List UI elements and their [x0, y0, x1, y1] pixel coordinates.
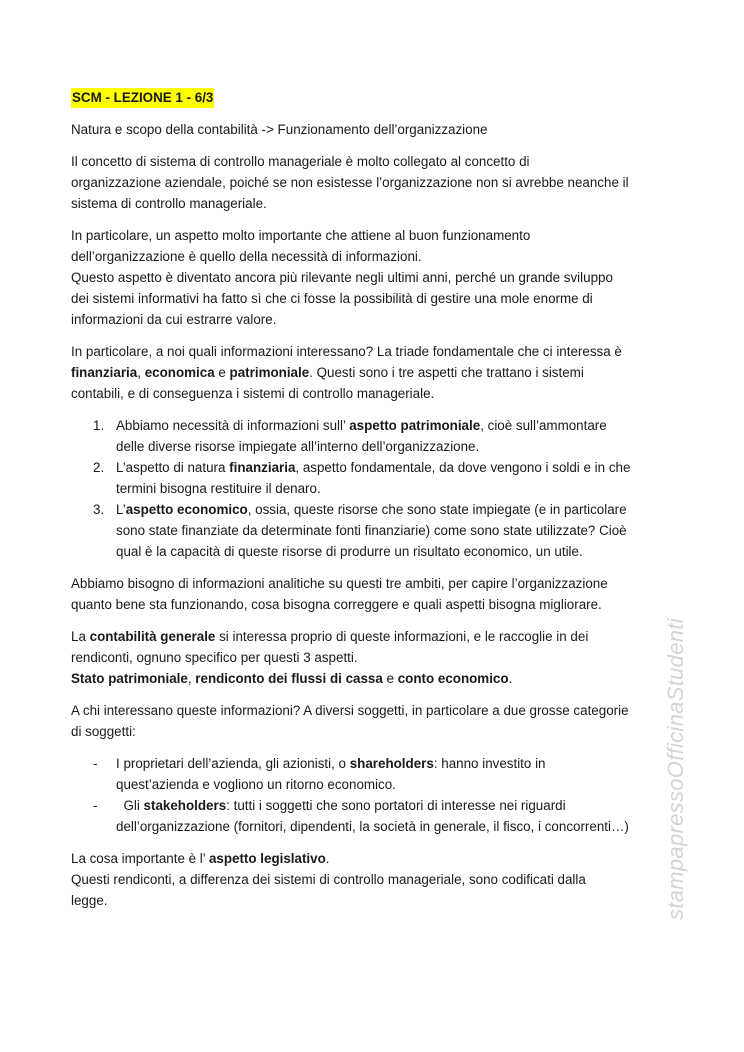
text: . — [325, 851, 330, 866]
text: I proprietari dell’azienda, gli azionisti, o — [116, 756, 350, 771]
text: . Questi sono i tre aspetti che trattano i sistemi — [309, 365, 584, 380]
text: La cosa importante è l’ — [71, 851, 209, 866]
text: , aspetto fondamentale, da dove vengono i soldi e in che — [295, 460, 631, 475]
text: Gli — [116, 798, 144, 813]
bold-text: stakeholders — [143, 798, 227, 813]
text-line — [71, 193, 691, 214]
list-marker: - — [93, 798, 98, 813]
text: Questo aspetto è diventato ancora più rilevante negli ultimi anni, perché un grande sviluppo — [71, 270, 613, 285]
paragraph — [71, 119, 691, 140]
bullet-list — [71, 753, 691, 837]
text-line — [71, 890, 691, 911]
text-line — [116, 753, 691, 774]
text: si interessa proprio di queste informazioni, e le raccoglie in dei — [215, 629, 589, 644]
bold-text: shareholders — [349, 756, 434, 771]
text-line — [116, 478, 691, 499]
bold-text: rendiconto dei flussi di cassa — [195, 671, 383, 686]
bold-text: aspetto patrimoniale — [349, 418, 481, 433]
text: contabili, e di conseguenza i sistemi di controllo manageriale. — [71, 386, 435, 401]
text: , ossia, queste risorse che sono state impiegate (e in particolare — [247, 502, 627, 517]
text-line — [71, 700, 691, 721]
list-marker: - — [93, 756, 98, 771]
text: dell’organizzazione è quello della necessità di informazioni. — [71, 249, 422, 264]
bold-text: aspetto legislativo — [208, 851, 326, 866]
text: La — [71, 629, 90, 644]
text-line — [71, 869, 691, 890]
text: termini bisogna restituire il denaro. — [116, 481, 321, 496]
paragraph — [71, 341, 691, 404]
paragraph — [71, 225, 691, 330]
numbered-list — [71, 415, 691, 562]
text: In particolare, un aspetto molto importante che attiene al buon funzionamento — [71, 228, 531, 243]
text-line — [71, 848, 691, 869]
text-line — [71, 383, 691, 404]
text: Abbiamo necessità di informazioni sull’ — [116, 418, 350, 433]
text: quanto bene sta funzionando, cosa bisogna correggere e quali aspetti bisogna migliorare. — [71, 597, 602, 612]
text-line — [71, 151, 691, 172]
bold-text: conto economico — [397, 671, 509, 686]
bold-text: economica — [144, 365, 215, 380]
text: quest’azienda e vogliono un ritorno economico. — [116, 777, 396, 792]
list-marker: 2. — [93, 460, 105, 475]
text: organizzazione aziendale, poiché se non esistesse l’organizzazione non si avrebbe neanche il — [71, 175, 629, 190]
text: legge. — [71, 893, 108, 908]
text: qual è la capacità di queste risorse di produrre un risultato economico, un utile. — [116, 544, 583, 559]
text-line — [116, 795, 691, 816]
text-line — [71, 594, 691, 615]
text: dell’organizzazione (fornitori, dipendenti, la società in generale, il fisco, i concorrenti…) — [116, 819, 629, 834]
text: , — [187, 671, 196, 686]
bold-text: patrimoniale — [229, 365, 310, 380]
text-line — [71, 721, 691, 742]
text: L’ — [116, 502, 126, 517]
text: : tutti i soggetti che sono portatori di interesse nei riguardi — [226, 798, 566, 813]
document-body — [71, 119, 691, 911]
lesson-title: SCM - LEZIONE 1 - 6/3 — [71, 88, 214, 108]
document-page — [71, 87, 691, 922]
text: rendiconti, ognuno specifico per questi 3 aspetti. — [71, 650, 358, 665]
text-line — [71, 246, 691, 267]
text: informazioni da cui estrarre valore. — [71, 312, 277, 327]
text-line — [71, 626, 691, 647]
text-line — [116, 457, 691, 478]
text: e — [214, 365, 230, 380]
text-line — [71, 341, 691, 362]
text-line — [116, 436, 691, 457]
text-line — [116, 816, 691, 837]
text: : hanno investito in — [433, 756, 546, 771]
paragraph — [71, 700, 691, 742]
watermark: stampapressoOfficinaStudenti — [663, 618, 688, 920]
list-item — [71, 753, 691, 795]
text-line — [71, 573, 691, 594]
text: . — [508, 671, 513, 686]
text-line — [116, 774, 691, 795]
text-line — [71, 172, 691, 193]
text-line — [71, 309, 691, 330]
paragraph — [71, 848, 691, 911]
text: sono state finanziate da determinate fonti finanziarie) come sono state utilizzate? Cioè — [116, 523, 627, 538]
text: , — [137, 365, 145, 380]
bold-text: contabilità generale — [89, 629, 216, 644]
bold-text: finanziaria — [71, 365, 138, 380]
list-marker: 1. — [93, 418, 105, 433]
list-item — [71, 499, 691, 562]
bold-text: aspetto economico — [125, 502, 248, 517]
text: di soggetti: — [71, 724, 136, 739]
text-line — [116, 415, 691, 436]
text-line — [116, 541, 691, 562]
text-line — [71, 288, 691, 309]
text-line — [71, 647, 691, 668]
text: sistema di controllo manageriale. — [71, 196, 267, 211]
text-line — [71, 225, 691, 246]
text: L’aspetto di natura — [116, 460, 230, 475]
list-item — [71, 457, 691, 499]
bold-text: finanziaria — [229, 460, 296, 475]
text: delle diverse risorse impiegate all’interno dell’organizzazione. — [116, 439, 480, 454]
text-line — [71, 668, 691, 689]
text: , cioè sull’ammontare — [480, 418, 607, 433]
text: Natura e scopo della contabilità -> Funzionamento dell’organizzazione — [71, 122, 488, 137]
text: e — [382, 671, 398, 686]
text: Abbiamo bisogno di informazioni analitiche su questi tre ambiti, per capire l’organizzazione — [71, 576, 608, 591]
text: A chi interessano queste informazioni? A diversi soggetti, in particolare a due grosse categorie — [71, 703, 629, 718]
paragraph — [71, 626, 691, 689]
list-item — [71, 415, 691, 457]
text-line — [71, 362, 691, 383]
text-line — [71, 119, 691, 140]
list-marker: 3. — [93, 502, 105, 517]
bold-text: Stato patrimoniale — [71, 671, 188, 686]
text-line — [116, 499, 691, 520]
text: dei sistemi informativi ha fatto sì che ci fosse la possibilità di gestire una mole enorme di — [71, 291, 593, 306]
text-line — [116, 520, 691, 541]
list-item — [71, 795, 691, 837]
text: In particolare, a noi quali informazioni interessano? La triade fondamentale che ci interessa è — [71, 344, 622, 359]
text: Il concetto di sistema di controllo manageriale è molto collegato al concetto di — [71, 154, 530, 169]
text: Questi rendiconti, a differenza dei sistemi di controllo manageriale, sono codificati dalla — [71, 872, 586, 887]
text-line — [71, 267, 691, 288]
paragraph — [71, 151, 691, 214]
paragraph — [71, 573, 691, 615]
